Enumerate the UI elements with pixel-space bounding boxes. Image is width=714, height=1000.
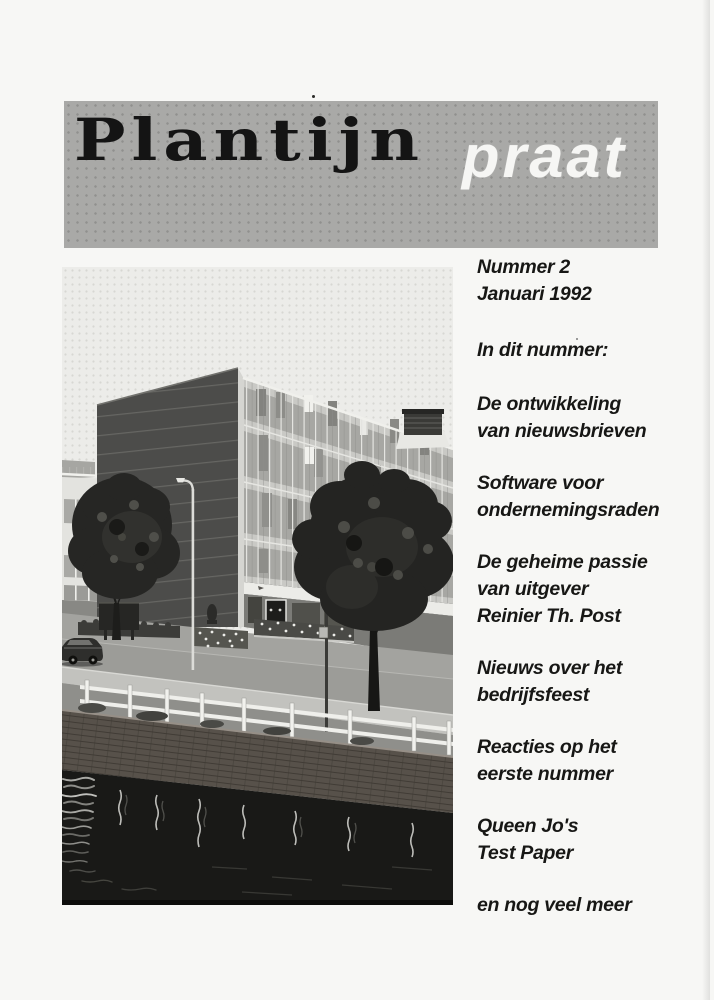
issue-info <box>477 254 687 308</box>
issue-number: Nummer 2 <box>477 256 570 278</box>
toc-item <box>477 549 687 630</box>
parked-car <box>62 638 103 667</box>
toc-item-line: De geheime passie <box>477 551 648 573</box>
toc-item <box>477 470 687 524</box>
scan-speck <box>312 95 315 98</box>
cover-photo-illustration <box>62 267 453 905</box>
toc-item-line: Nieuws over het <box>477 657 623 679</box>
toc-item-line: van nieuwsbrieven <box>477 420 647 442</box>
toc-item-line: De ontwikkeling <box>477 393 621 415</box>
toc-heading: In dit nummer: <box>477 339 609 361</box>
toc-item-line: Reinier Th. Post <box>477 605 621 627</box>
toc-item-line: Reacties op het <box>477 736 617 758</box>
contents-column <box>477 254 687 944</box>
toc-item <box>477 655 687 709</box>
sculpture <box>207 604 217 624</box>
masthead-title-praat: praat <box>462 123 627 190</box>
toc-item-line: bedrijfsfeest <box>477 684 590 706</box>
toc-item-line: van uitgever <box>477 578 589 600</box>
toc-item <box>477 734 687 788</box>
toc-item-line: Queen Jo's <box>477 815 579 837</box>
toc-item <box>477 813 687 867</box>
rooftop-vent <box>396 409 450 449</box>
issue-date: Januari 1992 <box>477 283 592 305</box>
toc-item-line: Test Paper <box>477 842 573 864</box>
toc-item-line: Software voor <box>477 472 604 494</box>
page-edge-shadow <box>702 0 710 1000</box>
toc-closing: en nog veel meer <box>477 894 632 916</box>
toc-item-line: ondernemingsraden <box>477 499 660 521</box>
toc-item-line: eerste nummer <box>477 763 613 785</box>
cover-photo <box>62 267 453 905</box>
masthead-banner <box>64 101 658 248</box>
masthead-title-plantijn: Plantijn <box>74 106 425 174</box>
toc-item <box>477 391 687 445</box>
